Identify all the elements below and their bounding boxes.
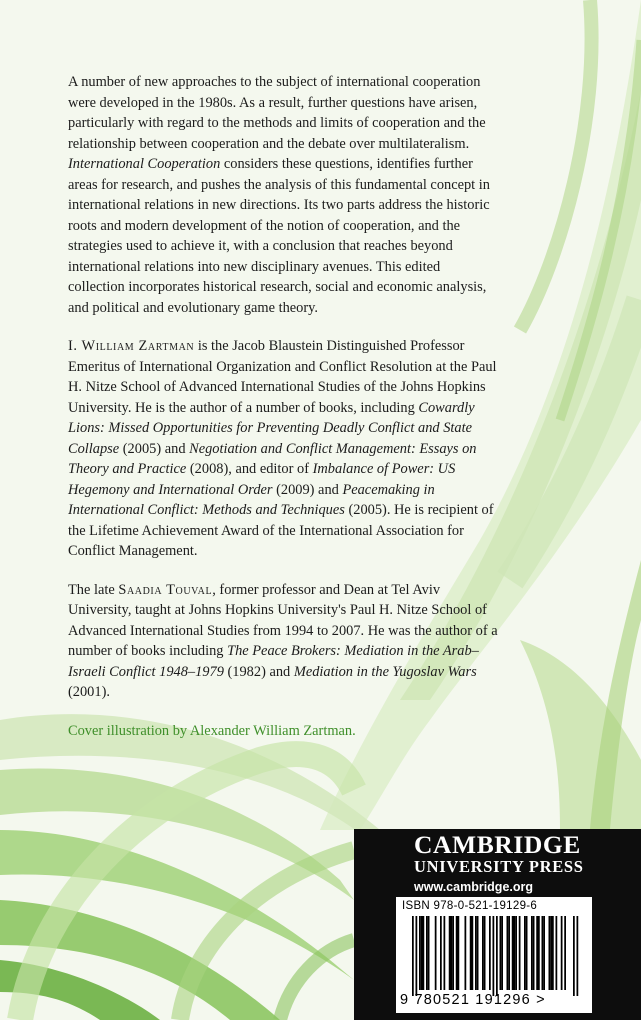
isbn-label: ISBN 978-0-521-19129-6 (402, 900, 538, 912)
bio-text: (2001). (68, 684, 110, 700)
barcode-bar (489, 916, 491, 990)
barcode-bar (512, 916, 514, 990)
barcode-bar (549, 916, 551, 990)
barcode-bar (426, 916, 428, 990)
barcode-bar (573, 916, 575, 996)
publisher-block (354, 829, 641, 1020)
publisher-name: CAMBRIDGE (414, 830, 581, 859)
barcode-bar (423, 916, 425, 990)
book-title: Mediation in the Yugoslav Wars (293, 663, 477, 680)
bio-text: (1982) and (223, 663, 294, 680)
barcode-bar (458, 916, 460, 990)
barcode-bar (550, 916, 552, 990)
barcode-bar (577, 916, 579, 996)
barcode-bar (475, 916, 477, 990)
back-cover-text (68, 72, 498, 759)
barcode-bar (419, 916, 421, 990)
barcode-bar (496, 916, 498, 996)
bio-text: (2005) and (119, 440, 190, 457)
description-text: A number of new approaches to the subject of international cooperation were developed in the 1980s. As a result, further questions have arisen, particularly with regard to the methods and limits of cooperation and the relationship between cooperation and the debate over multilateralism. (68, 74, 486, 152)
description-paragraph (68, 72, 498, 318)
barcode-bar (533, 916, 535, 990)
barcode-bar (561, 916, 563, 990)
barcode-bar (440, 916, 442, 990)
barcode-bar (452, 916, 454, 990)
barcode-bar (412, 916, 414, 996)
book-title: Peacemaking in International Conflict: Methods and Techniques (68, 481, 435, 518)
barcode-bar (435, 916, 437, 990)
bio-text: The late (68, 581, 119, 598)
author-name: I. William Zartman (68, 338, 195, 354)
bio-text: (2009) and (272, 481, 343, 498)
book-title: Negotiation and Conflict Management: Essays on Theory and Practice (68, 440, 477, 477)
barcode-bar (416, 916, 418, 996)
barcode-bar (508, 916, 510, 990)
barcode-bar (507, 916, 509, 990)
book-title: The Peace Brokers: Mediation in the Arab–Israeli Conflict 1948–1979 (68, 643, 479, 680)
cover-illustration-credit: Cover illustration by Alexander William Zartman. (68, 722, 356, 739)
barcode-bar (421, 916, 423, 990)
isbn-barcode (396, 897, 592, 1013)
bio-text: (2008), and editor of (186, 461, 313, 477)
barcode-bar (519, 916, 521, 990)
barcode-bar (515, 916, 517, 990)
barcode-bar (542, 916, 544, 990)
barcode-bar (484, 916, 486, 990)
barcode-bar (514, 916, 516, 990)
barcode-bar (465, 916, 467, 990)
barcode-bar (524, 916, 526, 990)
barcode-bar (444, 916, 446, 990)
barcode-bar (428, 916, 430, 990)
author-bio-touval (68, 580, 498, 703)
barcode-bar (531, 916, 533, 990)
barcode-bar (538, 916, 540, 990)
book-title: Imbalance of Power: US Hegemony and International Order (68, 461, 456, 498)
bio-text: is the Jacob Blaustein Distinguished Professor Emeritus of International Organization and Conflict Resolution at the Paul H. Nitze School of Advanced International Studies of the Johns Hopkins University. He is the author of a number of books, including (68, 338, 497, 416)
description-text: considers these questions, identifies further areas for research, and pushes the analysis of this fundamental concept in international relations in new directions. Its two parts address the historic roots and modern development of the notion of cooperation, and the strategies used to achieve it, with a conclusion that reaches beyond international relations into new disciplinary avenues. This edited collection incorporates historical research, social and economic analysis, and political and evolutionary game theory. (68, 156, 490, 316)
barcode-bar (556, 916, 558, 990)
barcode-bar (552, 916, 554, 990)
barcode-bar (501, 916, 503, 990)
barcode-bar (482, 916, 484, 990)
barcode-bar (493, 916, 495, 996)
barcode-bar (536, 916, 538, 990)
barcode-bar (526, 916, 528, 990)
author-name: Saadia Touval (118, 581, 213, 598)
book-title: International Cooperation (68, 156, 221, 172)
barcode-bar (477, 916, 479, 990)
barcode-bar (543, 916, 545, 990)
author-bio-zartman (68, 336, 498, 562)
barcode-bar (451, 916, 453, 990)
bio-text: (2005). He is recipient of the Lifetime Achievement Award of the International Association for Conflict Management. (68, 502, 494, 559)
barcode-bar (470, 916, 472, 990)
barcode-bar (500, 916, 502, 990)
publisher-subtitle: UNIVERSITY PRESS (414, 857, 584, 876)
barcode-bar (472, 916, 474, 990)
barcode-bar (456, 916, 458, 990)
publisher-url[interactable]: www.cambridge.org (414, 880, 534, 894)
bio-text: , former professor and Dean at Tel Aviv University, taught at Johns Hopkins University's Paul H. Nitze School of Advanced International Studies from 1994 to 2007. He was the author of a number of books including (68, 581, 498, 659)
barcode-bar (564, 916, 566, 990)
book-title: Cowardly Lions: Missed Opportunities for Preventing Deadly Conflict and State Collapse (68, 399, 475, 457)
barcode-digits: 9 780521 191296 > (400, 992, 546, 1008)
barcode-bar (449, 916, 451, 990)
